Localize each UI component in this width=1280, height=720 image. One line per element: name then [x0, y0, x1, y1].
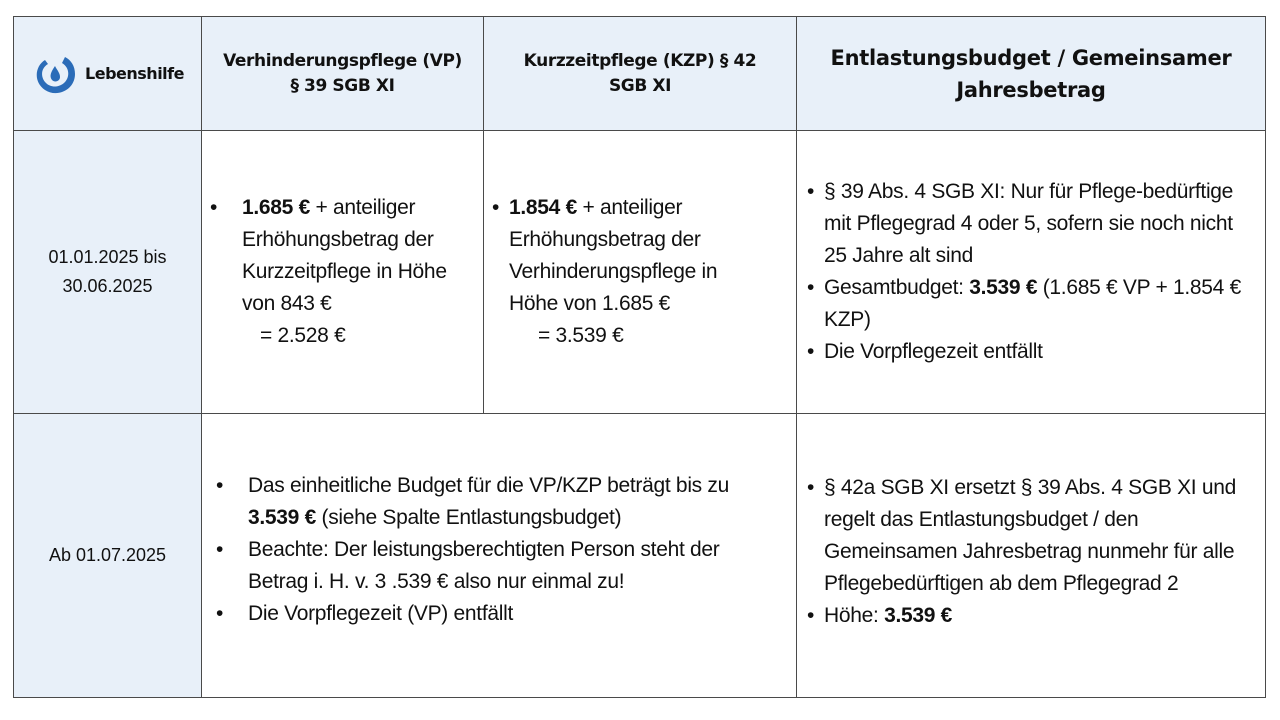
list-item: • § 39 Abs. 4 SGB XI: Nur für Pflege-bedürftige mit Pflegegrad 4 oder 5, sofern sie noch nicht 25 Jahre alt sind	[805, 176, 1245, 272]
list-item	[202, 192, 471, 352]
vp-list	[202, 192, 471, 352]
list-item	[490, 192, 768, 352]
column-header-kzp	[484, 17, 797, 131]
row-label-line2: 30.06.2025	[62, 276, 153, 296]
list-item: • § 42a SGB XI ersetzt § 39 Abs. 4 SGB XI und regelt das Entlastungsbudget / den Gemeinsamen Jahresbetrag nunmehr für alle Pflegebedürftigen ab dem Pflegegrad 2	[805, 472, 1245, 600]
row-label-line1: 01.01.2025 bis	[48, 247, 167, 267]
vp-amount: 1.685 €	[242, 196, 310, 219]
budget-amount: 3.539 €	[884, 603, 953, 627]
column-header-vp	[202, 17, 484, 131]
budget-label: Höhe:	[824, 603, 885, 627]
cell-budget-period-1	[797, 131, 1266, 414]
budget-label: Gesamtbudget:	[824, 276, 970, 299]
cell-vp-kzp-merged	[202, 414, 797, 698]
kzp-text: + anteiliger Erhöhungsbetrag der Verhinderungspflege in Höhe von 1.685 €	[509, 196, 718, 315]
column-header-vp-line1: Verhinderungspflege (VP)	[223, 50, 462, 71]
vp-total: = 2.528 €	[260, 324, 346, 347]
kzp-total: = 3.539 €	[538, 324, 624, 347]
cell-vp-period-1	[202, 131, 484, 414]
merged-text: Das einheitliche Budget für die VP/KZP beträgt bis zu	[248, 473, 729, 497]
column-header-vp-line2: § 39 SGB XI	[290, 75, 395, 96]
merged-list	[208, 470, 782, 630]
lebenshilfe-logo	[14, 52, 201, 96]
budget-list	[805, 176, 1245, 368]
row-label-period-1	[14, 131, 202, 414]
row-label-period-2: Ab 01.07.2025	[14, 414, 202, 698]
column-header-budget	[797, 17, 1266, 131]
column-header-budget-line2: Jahresbetrag	[956, 77, 1106, 102]
list-item	[805, 600, 1245, 632]
table-row-period-1	[14, 131, 1266, 414]
merged-amount: 3.539 €	[248, 505, 316, 529]
lebenshilfe-logo-icon	[31, 52, 79, 96]
list-item: • Die Vorpflegezeit (VP) entfällt	[208, 598, 782, 630]
care-benefits-table	[13, 16, 1266, 698]
logo-cell	[14, 17, 202, 131]
table-row-period-2	[14, 414, 1266, 698]
logo-text: Lebenshilfe	[85, 64, 184, 83]
cell-budget-period-2	[797, 414, 1266, 698]
kzp-amount: 1.854 €	[509, 196, 577, 219]
merged-text-suffix: (siehe Spalte Entlastungsbudget)	[315, 505, 622, 529]
cell-kzp-period-1	[484, 131, 797, 414]
column-header-kzp-line1: Kurzzeitpflege (KZP) § 42	[523, 50, 757, 71]
list-item: • Die Vorpflegezeit entfällt	[805, 336, 1245, 368]
list-item: • Beachte: Der leistungsberechtigten Person steht der Betrag i. H. v. 3 .539 € also nur einmal zu!	[208, 534, 782, 598]
budget-breakdown: (1.685 € VP + 1.854 € KZP)	[824, 276, 1241, 331]
kzp-list	[490, 192, 768, 352]
vp-text: + anteiliger Erhöhungsbetrag der Kurzzeitpflege in Höhe von 843 €	[242, 196, 447, 315]
budget-list-2	[805, 472, 1245, 632]
list-item	[208, 470, 782, 534]
budget-amount: 3.539 €	[969, 276, 1038, 299]
header-row	[14, 17, 1266, 131]
column-header-budget-line1: Entlastungsbudget / Gemeinsamer	[830, 45, 1232, 70]
list-item	[805, 272, 1245, 336]
column-header-kzp-line2: SGB XI	[608, 75, 672, 96]
